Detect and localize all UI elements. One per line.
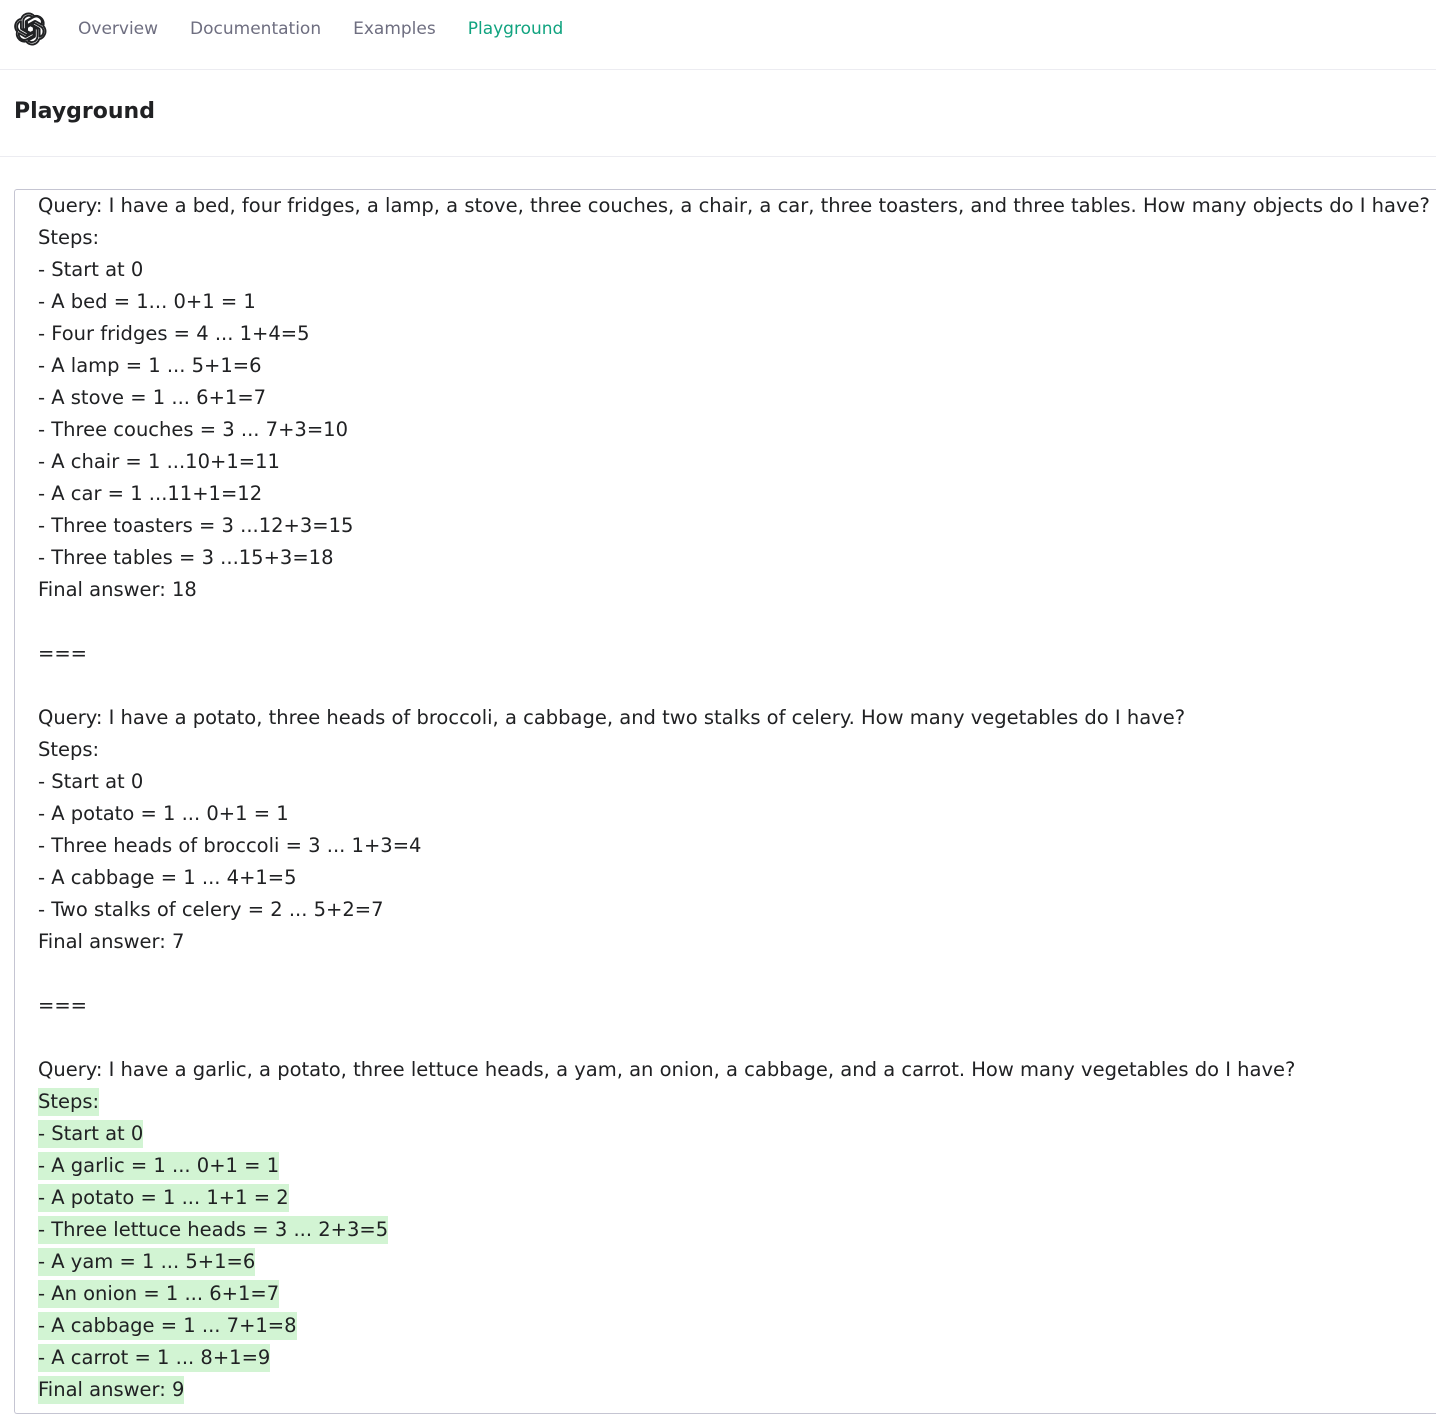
prompt-line-text: - Four fridges = 4 ... 1+4=5 [38,322,310,345]
prompt-line-text: === [38,994,88,1017]
completion-line-text: Final answer: 9 [38,1376,184,1404]
prompt-line [38,1054,1436,1086]
completion-line-text: - A garlic = 1 ... 0+1 = 1 [38,1152,279,1180]
prompt-line-text: - Two stalks of celery = 2 ... 5+2=7 [38,898,384,921]
prompt-line [38,574,1436,606]
page-header [0,70,1436,157]
prompt-line [38,606,1436,638]
prompt-line-text: Steps: [38,226,100,249]
openai-logo-icon[interactable] [13,12,47,46]
top-navigation [0,0,1436,70]
prompt-editor[interactable] [14,189,1436,1414]
completion-line [38,1374,1436,1406]
completion-line [38,1342,1436,1374]
prompt-line-text: - A lamp = 1 ... 5+1=6 [38,354,262,377]
prompt-line-text: - A car = 1 ...11+1=12 [38,482,263,505]
prompt-line-text: - Three tables = 3 ...15+3=18 [38,546,334,569]
prompt-line-text: Query: I have a bed, four fridges, a lamp, a stove, three couches, a chair, a car, three toasters, and three tables. How many objects do I have? [38,194,1430,217]
completion-line-text: - A carrot = 1 ... 8+1=9 [38,1344,270,1372]
completion-line-text: Steps: [38,1088,99,1116]
completion-line [38,1278,1436,1310]
completion-line [38,1086,1436,1118]
prompt-line-text: Query: I have a potato, three heads of broccoli, a cabbage, and two stalks of celery. How many vegetables do I have? [38,706,1186,729]
prompt-line [38,862,1436,894]
editor-text[interactable] [38,190,1436,1406]
prompt-line [38,286,1436,318]
page-title: Playground [14,99,155,124]
prompt-line [38,478,1436,510]
prompt-line-text: Query: I have a garlic, a potato, three lettuce heads, a yam, an onion, a cabbage, and a carrot. How many vegetables do I have? [38,1058,1296,1081]
completion-line [38,1310,1436,1342]
prompt-line-text [38,610,44,633]
prompt-line-text: - A stove = 1 ... 6+1=7 [38,386,267,409]
prompt-line [38,766,1436,798]
completion-line-text: - An onion = 1 ... 6+1=7 [38,1280,279,1308]
prompt-line [38,382,1436,414]
prompt-line [38,222,1436,254]
prompt-line-text: - Three heads of broccoli = 3 ... 1+3=4 [38,834,422,857]
completion-line [38,1246,1436,1278]
prompt-line [38,734,1436,766]
prompt-line [38,510,1436,542]
prompt-line [38,446,1436,478]
completion-line [38,1214,1436,1246]
prompt-line [38,350,1436,382]
prompt-line-text: Final answer: 18 [38,578,197,601]
completion-line-text: - Three lettuce heads = 3 ... 2+3=5 [38,1216,388,1244]
prompt-line [38,1022,1436,1054]
completion-line-text: - A yam = 1 ... 5+1=6 [38,1248,255,1276]
prompt-line [38,926,1436,958]
prompt-line [38,542,1436,574]
completion-line [38,1118,1436,1150]
prompt-line [38,798,1436,830]
prompt-line [38,190,1436,222]
prompt-line [38,990,1436,1022]
prompt-line-text: Steps: [38,738,100,761]
prompt-line-text: - A chair = 1 ...10+1=11 [38,450,280,473]
prompt-line [38,830,1436,862]
prompt-line-text: === [38,642,88,665]
prompt-line-text: - Start at 0 [38,770,144,793]
nav-playground[interactable]: Playground [467,19,564,39]
prompt-line-text: - A potato = 1 ... 0+1 = 1 [38,802,289,825]
prompt-line [38,414,1436,446]
prompt-line [38,638,1436,670]
nav-overview[interactable]: Overview [78,19,159,39]
completion-line [38,1150,1436,1182]
prompt-line [38,318,1436,350]
prompt-line-text: Final answer: 7 [38,930,185,953]
prompt-line-text: - Three couches = 3 ... 7+3=10 [38,418,348,441]
prompt-line-text [38,962,44,985]
completion-line-text: - A cabbage = 1 ... 7+1=8 [38,1312,297,1340]
nav-examples[interactable]: Examples [353,19,436,39]
prompt-line [38,254,1436,286]
nav-links [78,17,563,41]
completion-line [38,1182,1436,1214]
nav-documentation[interactable]: Documentation [190,19,322,39]
completion-line-text: - Start at 0 [38,1120,143,1148]
prompt-line-text [38,674,44,697]
prompt-line [38,958,1436,990]
prompt-line-text: - A bed = 1... 0+1 = 1 [38,290,256,313]
prompt-line [38,670,1436,702]
prompt-line-text [38,1026,44,1049]
prompt-line-text: - Three toasters = 3 ...12+3=15 [38,514,354,537]
prompt-line-text: - A cabbage = 1 ... 4+1=5 [38,866,297,889]
prompt-line-text: - Start at 0 [38,258,144,281]
prompt-line [38,702,1436,734]
prompt-line [38,894,1436,926]
completion-line-text: - A potato = 1 ... 1+1 = 2 [38,1184,289,1212]
